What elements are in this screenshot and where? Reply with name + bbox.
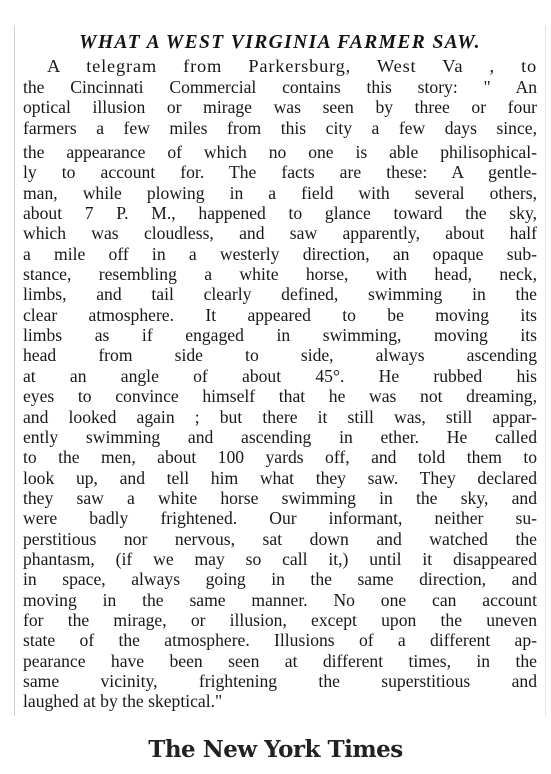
article-line: farmers a few miles from this city a few days since,: [23, 117, 537, 138]
article-body: [23, 56, 537, 712]
article-line: A telegram from Parkersburg, West Va , to: [47, 56, 537, 76]
article-line: moving in the same manner. No one can account: [23, 589, 537, 610]
article-line: ently swimming and ascending in ether. He called: [23, 426, 537, 447]
article-line: for the mirage, or illusion, except upon the uneven: [23, 609, 537, 630]
article-line: stance, resembling a white horse, with head, neck,: [23, 264, 537, 285]
article-line: clear atmosphere. It appeared to be moving its: [23, 304, 537, 325]
newspaper-clipping: [14, 26, 546, 716]
article-line: optical illusion or mirage was seen by three or four: [23, 97, 537, 118]
article-line: in space, always going in the same direction, and: [23, 569, 537, 590]
article-line: phantasm, (if we may so call it,) until it disappeared: [23, 548, 537, 569]
article-line: which was cloudless, and saw apparently, about half: [23, 223, 537, 244]
article-line: the Cincinnati Commercial contains this story: " An: [23, 77, 537, 97]
article-line: and looked again ; but there it still was, still appar-: [23, 406, 537, 427]
article-line: to the men, about 100 yards off, and told them to: [23, 447, 537, 468]
article-line: eyes to convince himself that he was not dreaming,: [23, 386, 537, 407]
article-line: perstitious nor nervous, sat down and watched the: [23, 528, 537, 549]
article-line: a mile off in a westerly direction, an opaque sub-: [23, 243, 537, 264]
article-line: limbs as if engaged in swimming, moving its: [23, 325, 537, 346]
article-line: limbs, and tail clearly defined, swimming in the: [23, 284, 537, 305]
article-line: ly to account for. The facts are these: A gentle-: [23, 162, 537, 183]
headline: WHAT A WEST VIRGINIA FARMER SAW.: [79, 32, 481, 53]
article-line: pearance have been seen at different times, in the: [23, 650, 537, 671]
article-line: about 7 P. M., happened to glance toward the sky,: [23, 203, 537, 224]
article-line: look up, and tell him what they saw. They declared: [23, 467, 537, 488]
article-line: were badly frightened. Our informant, neither su-: [23, 508, 537, 529]
article-line: man, while plowing in a field with several others,: [23, 182, 537, 203]
article-line: at an angle of about 45°. He rubbed his: [23, 365, 537, 386]
article-line: the appearance of which no one is able philisophical-: [23, 142, 537, 163]
article-line: state of the atmosphere. Illusions of a different ap-: [23, 630, 537, 651]
newspaper-masthead-logo: The New York Times: [148, 736, 403, 763]
article-line: head from side to side, always ascending: [23, 345, 537, 366]
article-line: they saw a white horse swimming in the sky, and: [23, 487, 537, 508]
article-line: same vicinity, frightening the superstitious and: [23, 670, 537, 691]
article-line: laughed at by the skeptical.": [23, 691, 223, 712]
